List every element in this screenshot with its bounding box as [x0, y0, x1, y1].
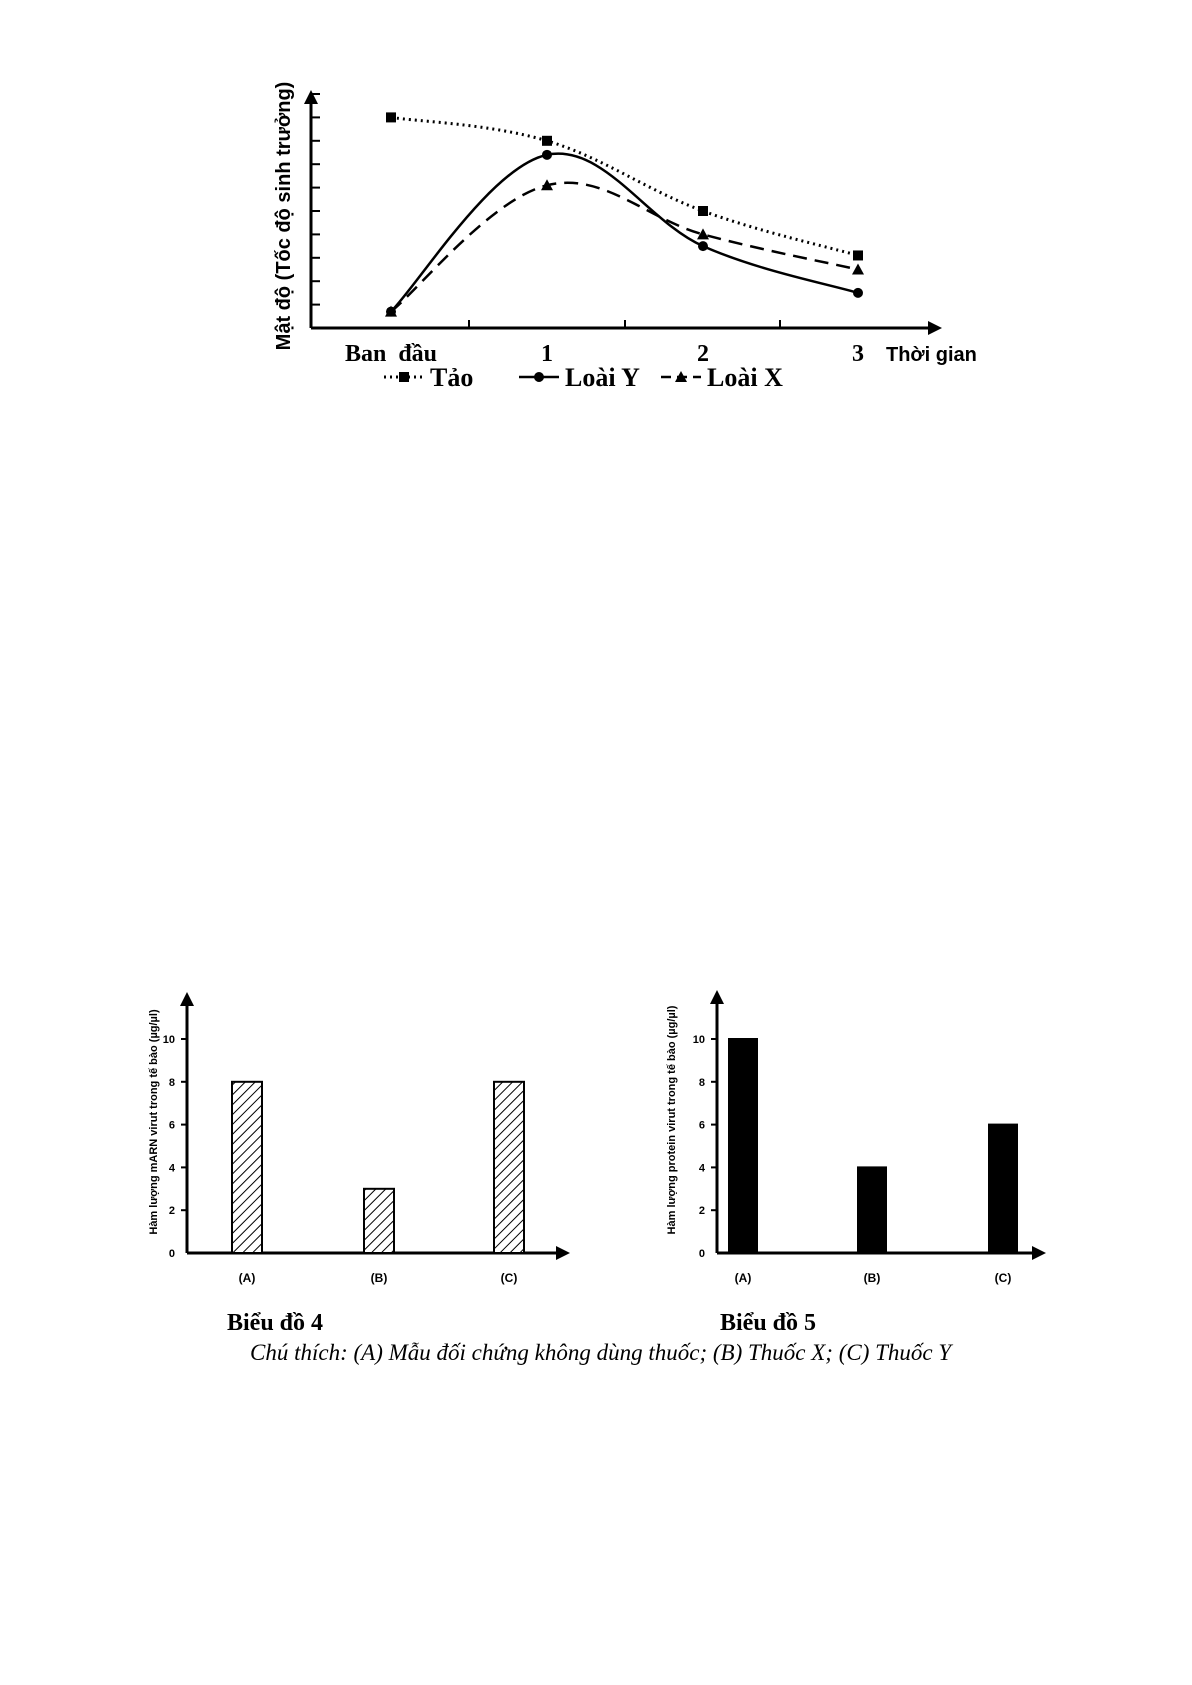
bar5-y-tick-label: 6	[698, 1119, 705, 1132]
data-point-t-o	[542, 136, 552, 146]
bar-chart-4-x-arrow	[556, 1246, 570, 1260]
series-line-lo-i-y	[391, 154, 858, 312]
bar4-y-tick-label: 2	[168, 1205, 175, 1218]
line-chart-legend	[384, 363, 783, 392]
line-chart-x-arrow	[928, 321, 942, 335]
bar4-bar-b	[364, 1189, 394, 1253]
line-chart-y-axis-title: Mật độ (Tốc độ sinh trưởng)	[273, 81, 295, 351]
bar4-y-tick-label: 6	[168, 1119, 175, 1132]
bar5-bar-a	[729, 1039, 757, 1253]
footnote: Chú thích: (A) Mẫu đối chứng không dùng thuốc; (B) Thuốc X; (C) Thuốc Y	[250, 1340, 952, 1365]
bar5-y-tick-label: 10	[692, 1034, 705, 1046]
bar-chart-5-title: Biểu đồ 5	[720, 1310, 817, 1336]
bar4-x-tick-label: (B)	[370, 1271, 388, 1285]
bar5-bar-c	[989, 1125, 1017, 1253]
legend-label-lo-i-y: Loài Y	[565, 363, 640, 392]
line-chart-x-tick-label: 1	[541, 341, 553, 367]
line-chart-series	[385, 112, 864, 316]
legend-label-t-o: Tảo	[430, 363, 474, 392]
bar4-bar-c	[494, 1082, 524, 1253]
bar4-x-tick-label: (C)	[500, 1271, 518, 1285]
data-point-t-o	[853, 250, 863, 260]
series-line-lo-i-x	[391, 183, 858, 312]
legend-marker-lo-i-y	[534, 372, 544, 382]
data-point-lo-i-y	[853, 288, 863, 298]
data-point-lo-i-y	[698, 241, 708, 251]
bar-chart-4-y-arrow	[180, 992, 194, 1006]
bar4-y-tick-label: 4	[168, 1162, 175, 1175]
bar-chart-5-x-tick-labels	[735, 1271, 1012, 1285]
bar-chart-5-y-ticks	[693, 1034, 717, 1260]
data-point-t-o	[386, 112, 396, 122]
data-point-t-o	[698, 206, 708, 216]
line-chart-y-arrow	[304, 90, 318, 104]
data-point-lo-i-x	[852, 264, 864, 275]
bar5-y-tick-label: 2	[698, 1205, 705, 1218]
bar-chart-5-y-axis-title: Hàm lượng protein virut trong tế bào (µg/µl)	[666, 1005, 678, 1235]
line-chart	[273, 82, 977, 392]
bar5-x-tick-label: (A)	[734, 1271, 752, 1285]
bar-chart-4-title: Biểu đồ 4	[227, 1310, 324, 1336]
bar4-y-tick-label: 0	[168, 1248, 175, 1260]
data-point-lo-i-y	[542, 150, 552, 160]
bar-chart-4-y-ticks	[163, 1034, 187, 1260]
bar-chart-5	[666, 990, 1046, 1285]
bar-chart-4-y-axis-title: Hàm lượng mARN virut trong tế bào (µg/µl)	[148, 1009, 160, 1235]
legend-marker-t-o	[399, 372, 409, 382]
line-chart-x-tick-label: 2	[697, 341, 709, 367]
bar4-y-tick-label: 10	[162, 1034, 175, 1046]
bar4-x-tick-label: (A)	[238, 1271, 256, 1285]
bar5-y-tick-label: 4	[698, 1162, 705, 1175]
bar5-x-tick-label: (C)	[994, 1271, 1012, 1285]
bar-chart-4	[148, 992, 570, 1285]
line-chart-x-axis-title: Thời gian	[886, 344, 977, 366]
bar4-y-tick-label: 8	[168, 1076, 175, 1089]
bar5-y-tick-label: 8	[698, 1076, 705, 1089]
bar5-x-tick-label: (B)	[863, 1271, 881, 1285]
bar-chart-5-bars	[729, 1039, 1017, 1253]
legend-label-lo-i-x: Loài X	[707, 363, 783, 392]
bar5-bar-b	[858, 1167, 886, 1253]
bar4-bar-a	[232, 1082, 262, 1253]
bar5-y-tick-label: 0	[698, 1248, 705, 1260]
line-chart-x-tick-label: 3	[852, 341, 864, 367]
bar-chart-4-x-tick-labels	[239, 1271, 518, 1285]
bar-chart-5-y-arrow	[710, 990, 724, 1004]
line-chart-x-tick-label: Ban đầu	[344, 341, 438, 367]
bar-chart-4-bars	[232, 1082, 524, 1253]
bar-chart-5-x-arrow	[1032, 1246, 1046, 1260]
